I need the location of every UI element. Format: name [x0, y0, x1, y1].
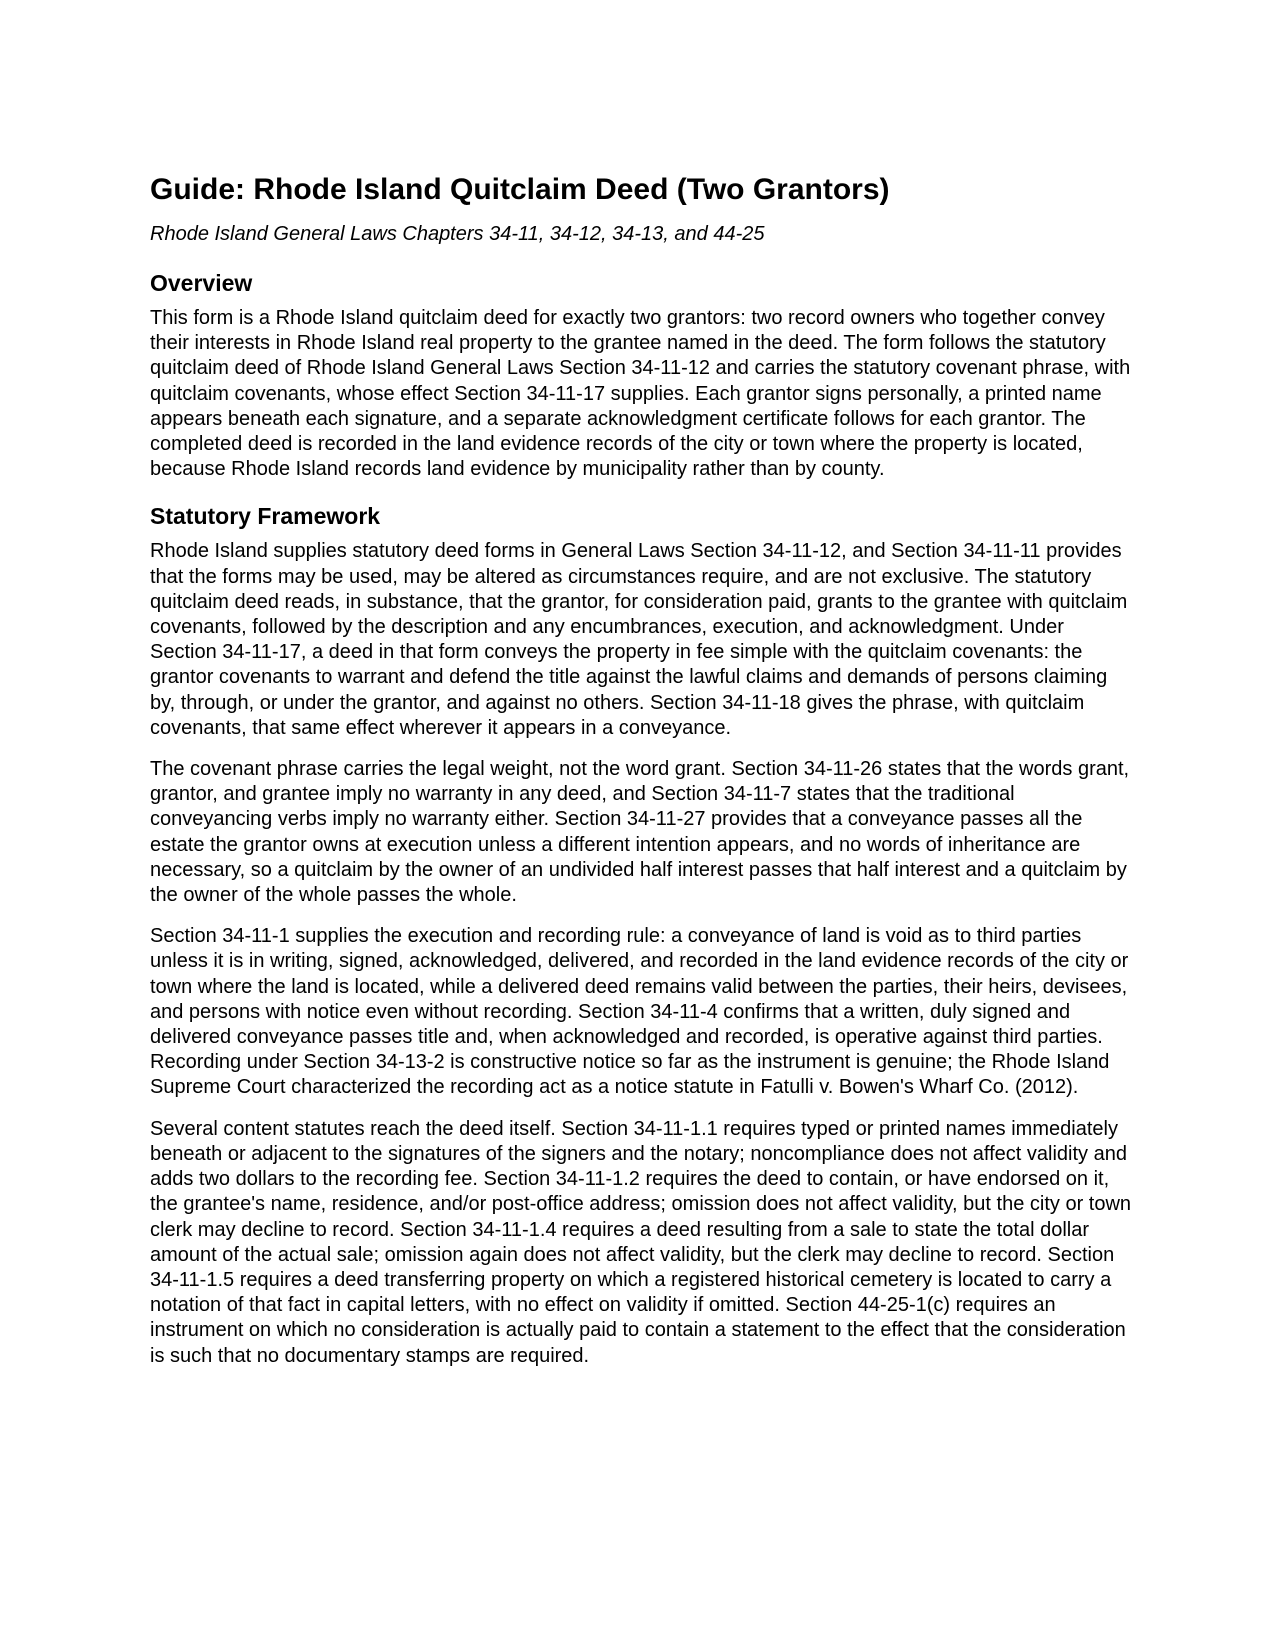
overview-heading: Overview — [150, 270, 253, 296]
overview-paragraph: This form is a Rhode Island quitclaim deed for exactly two grantors: two record owners who together convey their interests in Rhode Island real property to the grantee named in the deed. The form follows the statutory quitclaim deed of Rhode Island General Laws Section 34-11-12 and carries the statutory covenant phrase, with quitclaim covenants, whose effect Section 34-11-17 supplies. Each grantor signs personally, a printed name appears beneath each signature, and a separate acknowledgment certificate follows for each grantor. The completed deed is recorded in the land evidence records of the city or town where the property is located, because Rhode Island records land evidence by municipality rather than by county. — [150, 307, 1131, 481]
document-title: Guide: Rhode Island Quitclaim Deed (Two Grantors) — [150, 173, 890, 206]
document-page — [150, 172, 1135, 1369]
overview-section — [150, 269, 1135, 482]
document-subtitle: Rhode Island General Laws Chapters 34-11, 34-12, 34-13, and 44-25 — [150, 223, 765, 245]
framework-paragraph-content-statutes: Several content statutes reach the deed itself. Section 34-11-1.1 requires typed or printed names immediately beneath or adjacent to the signatures of the signers and the notary; noncompliance does not affect validity and adds two dollars to the recording fee. Section 34-11-1.2 requires the deed to contain, or have endorsed on it, the grantee's name, residence, and/or post-office address; omission does not affect validity, but the city or town clerk may decline to record. Section 34-11-1.4 requires a deed resulting from a sale to state the total dollar amount of the actual sale; omission again does not affect validity, but the clerk may decline to record. Section 34-11-1.5 requires a deed transferring property on which a registered historical cemetery is located to carry a notation of that fact in capital letters, with no effect on validity if omitted. Section 44-25-1(c) requires an instrument on which no consideration is actually paid to contain a statement to the effect that the consideration is such that no documentary stamps are required. — [150, 1117, 1132, 1367]
statutory-framework-heading: Statutory Framework — [150, 503, 381, 530]
framework-paragraph-covenant: The covenant phrase carries the legal weight, not the word grant. Section 34-11-26 states that the words grant, grantor, and grantee imply no warranty in any deed, and Section 34-11-7 states that the traditional conveyancing verbs imply no warranty either. Section 34-11-27 provides that a conveyance passes all the estate the grantor owns at execution unless a different intention appears, and no words of inheritance are necessary, so a quitclaim by the owner of an undivided half interest passes that half interest and a quitclaim by the owner of the whole passes the whole. — [150, 758, 1130, 907]
statutory-framework-section — [150, 502, 1135, 1368]
framework-paragraph-forms: Rhode Island supplies statutory deed forms in General Laws Section 34-11-12, and Section 34-11-11 provides that the forms may be used, may be altered as circumstances require, and are not exclusive. The statutory quitclaim deed reads, in substance, that the grantor, for consideration paid, grants to the grantee with quitclaim covenants, followed by the description and any encumbrances, execution, and acknowledgment. Under Section 34-11-17, a deed in that form conveys the property in fee simple with the quitclaim covenants: the grantor covenants to warrant and defend the title against the lawful claims and demands of persons claiming by, through, or under the grantor, and against no others. Section 34-11-18 gives the phrase, with quitclaim covenants, that same effect wherever it appears in a conveyance. — [150, 540, 1128, 739]
framework-paragraph-recording: Section 34-11-1 supplies the execution and recording rule: a conveyance of land is void as to third parties unless it is in writing, signed, acknowledged, delivered, and recorded in the land evidence records of the city or town where the land is located, while a delivered deed remains valid between the parties, their heirs, devisees, and persons with notice even without recording. Section 34-11-4 confirms that a written, duly signed and delivered conveyance passes title and, when acknowledged and recorded, is operative against third parties. Recording under Section 34-13-2 is constructive notice so far as the instrument is genuine; the Rhode Island Supreme Court characterized the recording act as a notice statute in Fatulli v. Bowen's Wharf Co. (2012). — [150, 925, 1129, 1099]
